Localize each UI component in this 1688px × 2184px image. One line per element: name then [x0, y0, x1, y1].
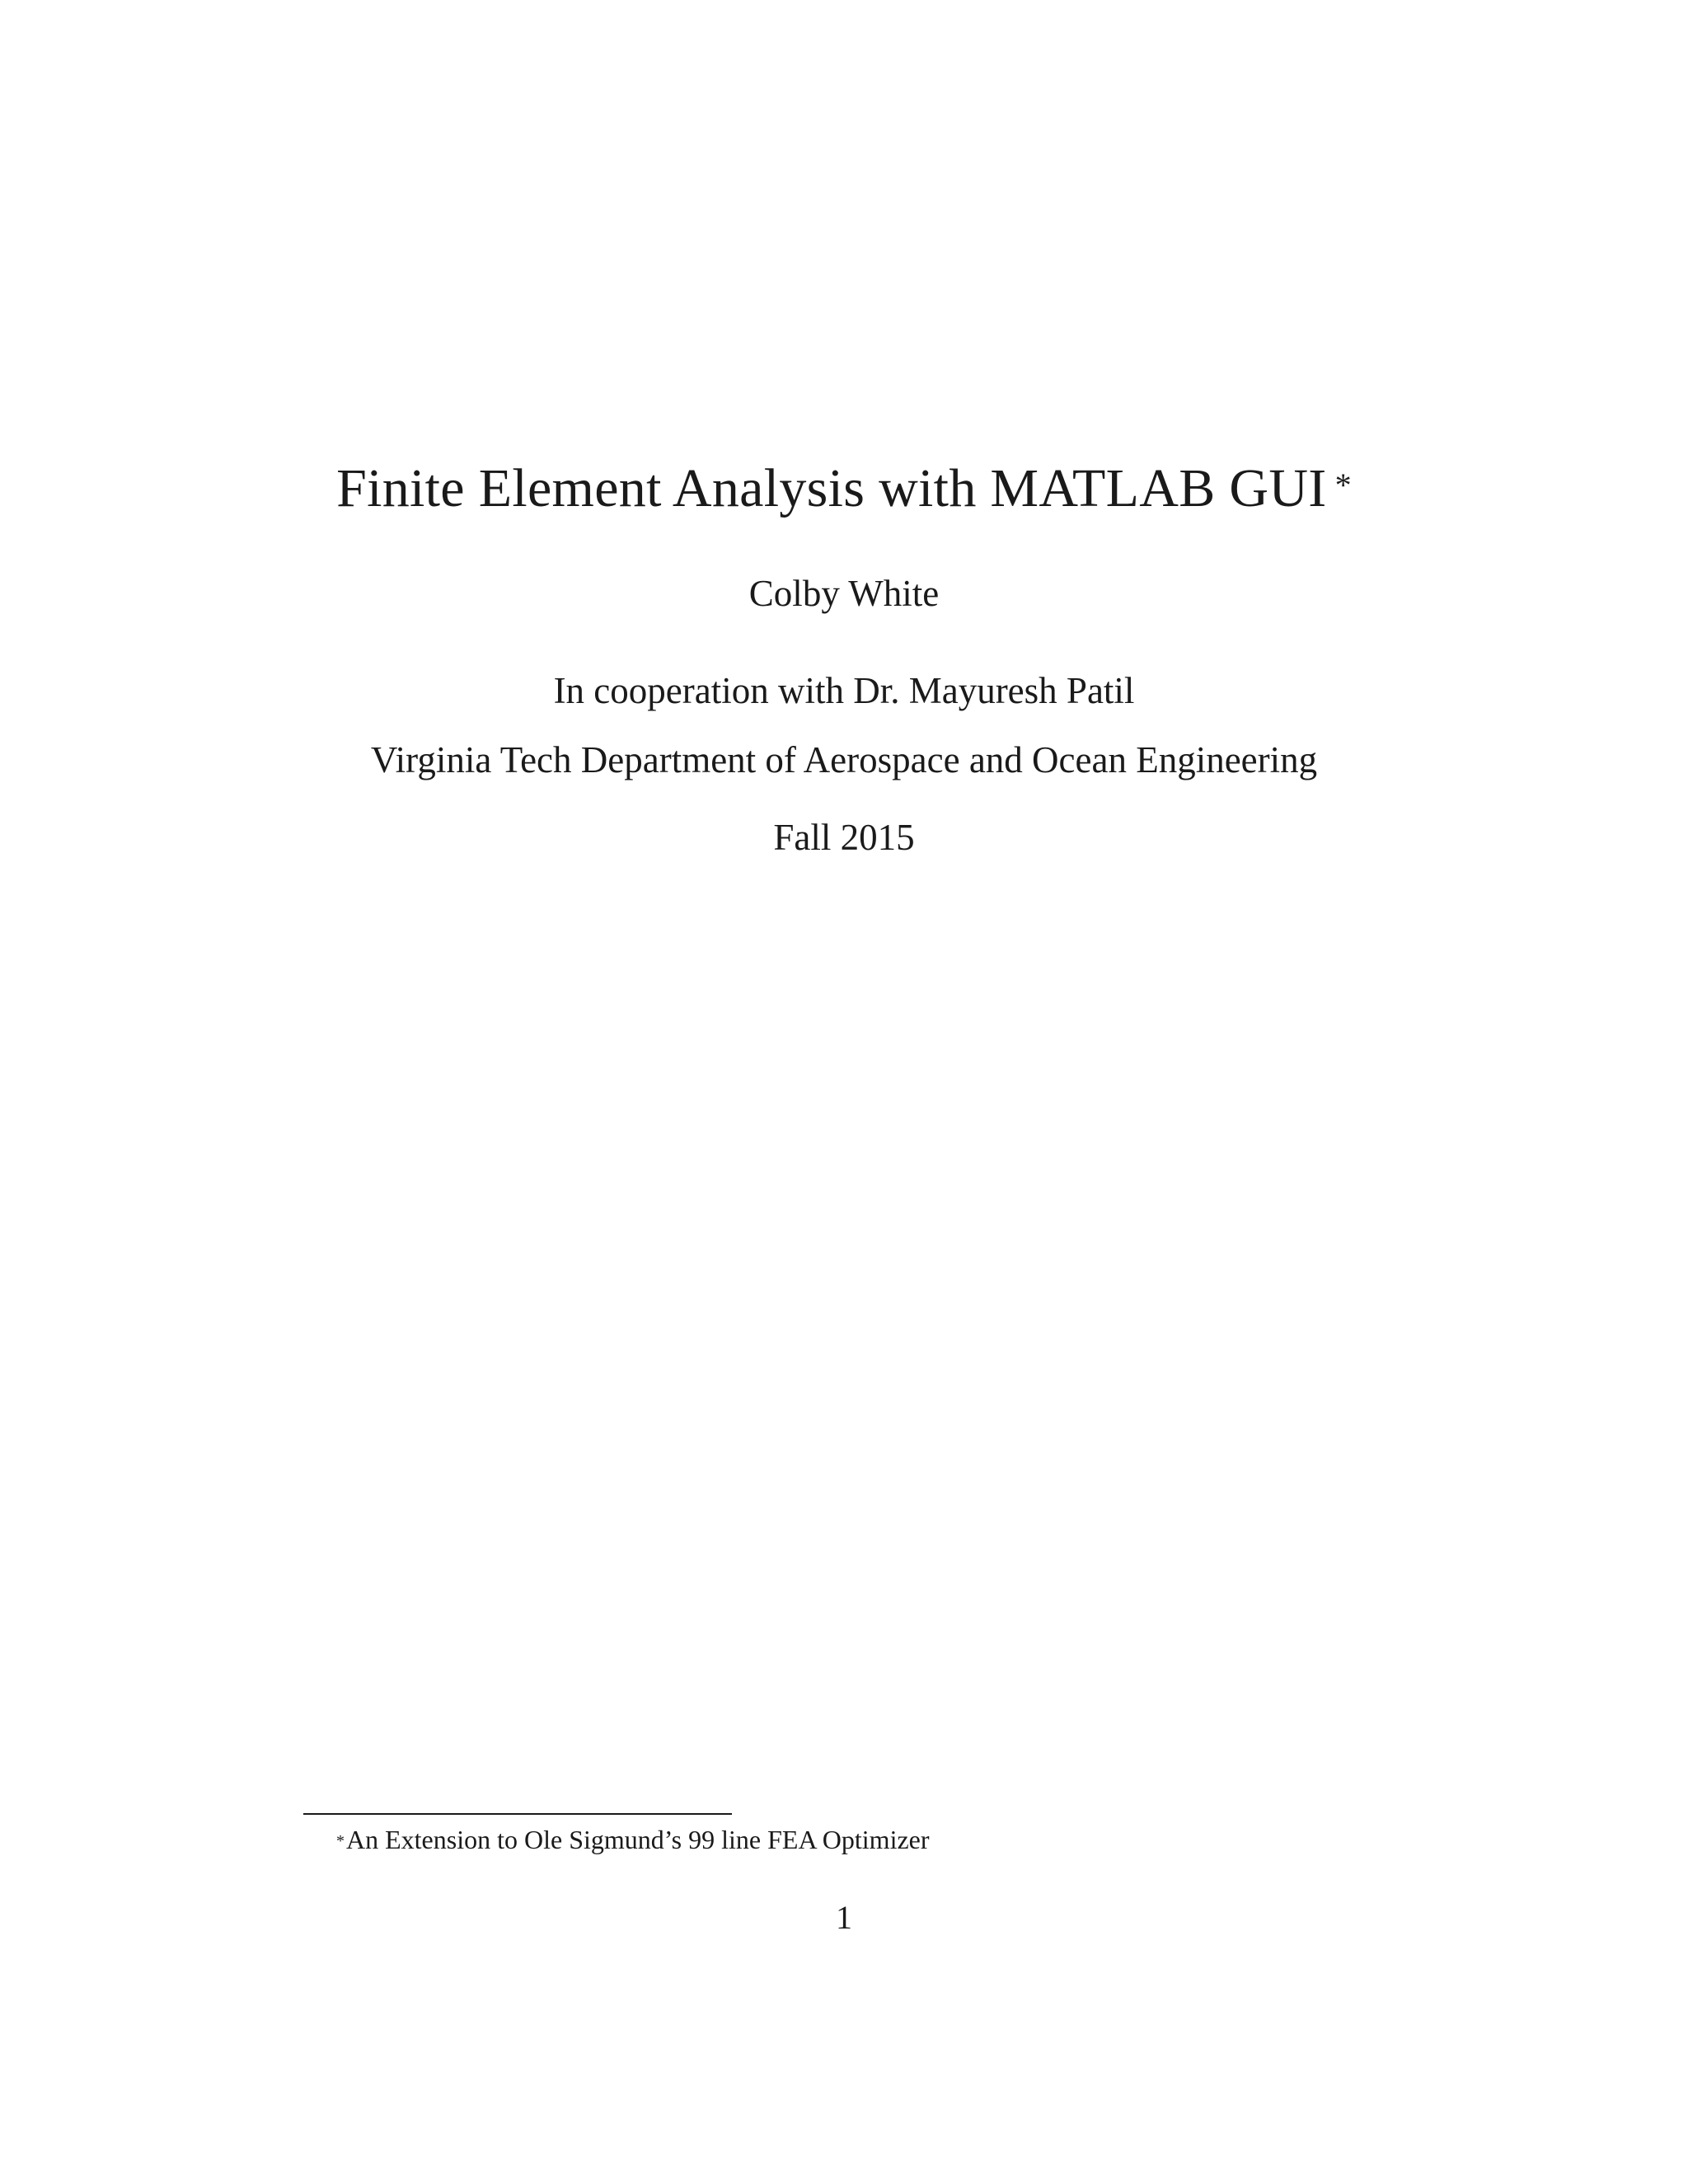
footnote-divider [303, 1813, 732, 1815]
title-text: Finite Element Analysis with MATLAB GUI [336, 458, 1327, 518]
footnote-mark: * [336, 1832, 345, 1850]
department-line: Virginia Tech Department of Aerospace and Ocean Engineering [370, 739, 1318, 780]
author-name: Colby White [748, 573, 940, 614]
document-title [0, 456, 1688, 522]
cooperation-line: In cooperation with Dr. Mayuresh Patil [553, 670, 1135, 711]
date-line: Fall 2015 [773, 817, 915, 858]
title-footnote-mark: * [1334, 466, 1352, 504]
footnote [336, 1823, 930, 1856]
footnote-text: An Extension to Ole Sigmund’s 99 line FEA Optimizer [346, 1825, 930, 1854]
page-number: 1 [836, 1899, 852, 1936]
